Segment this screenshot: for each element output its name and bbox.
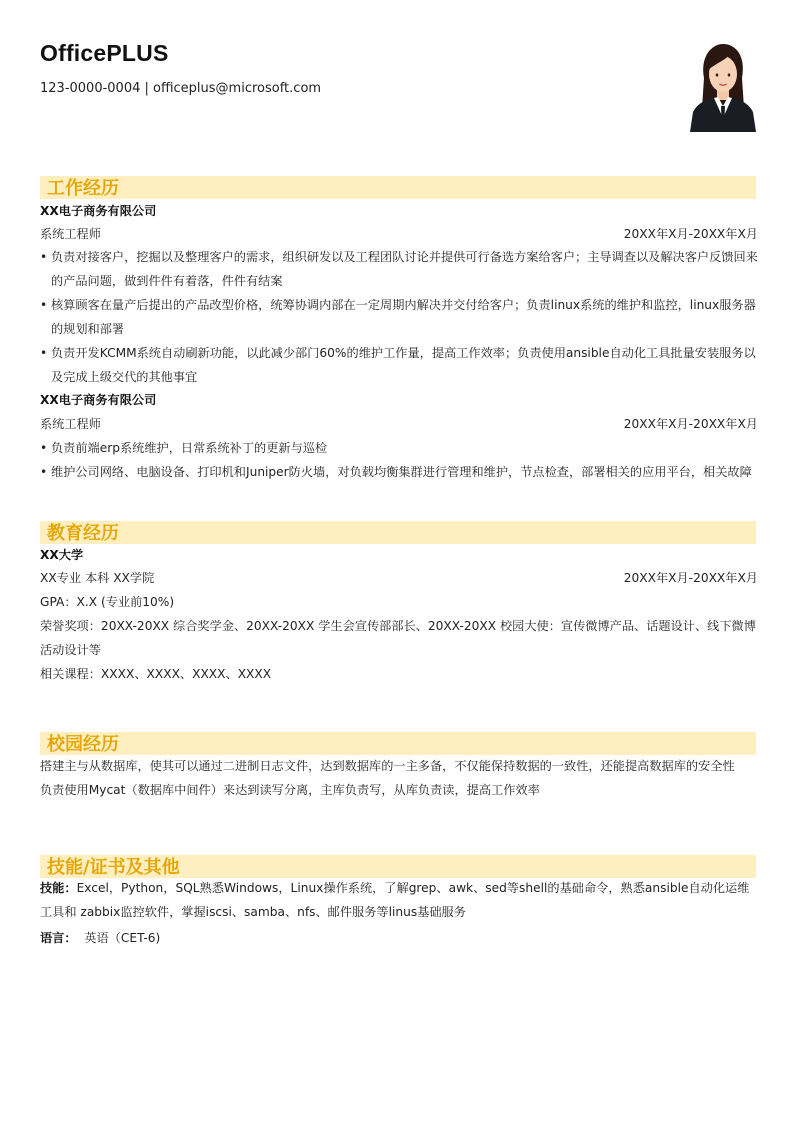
job-bullet: [40, 293, 758, 341]
job-bullet: [40, 460, 758, 484]
job-bullet-text: 负责开发KCMM系统自动刷新功能，以此减少部门60%的维护工作量，提高工作效率；负责使用ansible自动化工具批量安装服务以及完成上级交代的其他事宜: [51, 346, 756, 384]
job-date: 20XX年X月-20XX年X月: [623, 227, 758, 241]
job-date: 20XX年X月-20XX年X月: [623, 417, 758, 431]
bullet-dot: •: [40, 465, 48, 479]
job-role: 系统工程师: [40, 227, 101, 241]
language-paragraph: [40, 926, 758, 950]
section-campus-title: 校园经历: [47, 734, 119, 755]
job-bullet-text: 维护公司网络、电脑设备、打印机和Juniper防火墙，对负载均衡集群进行管理和维护，节点检查，部署相关的应用平台，相关故障: [51, 465, 752, 479]
campus-line: 负责使用Mycat（数据库中间件）来达到读写分离，主库负责写，从库负责读，提高工作效率: [40, 783, 540, 797]
job-bullet: [40, 245, 758, 293]
campus-line: 搭建主与从数据库，使其可以通过二进制日志文件，达到数据库的一主多备，不仅能保持数据的一致性，还能提高数据库的安全性: [40, 759, 735, 773]
job-bullet: [40, 341, 758, 389]
section-skills-title: 技能/证书及其他: [47, 857, 180, 878]
job-bullet-text: 核算顾客在量产后提出的产品改型价格，统筹协调内部在一定周期内解决并交付给客户；负责linux系统的维护和监控，linux服务器的规划和部署: [51, 298, 756, 336]
school-courses: 相关课程：XXXX、XXXX、XXXX、XXXX: [40, 667, 272, 681]
contact-info: 123-0000-0004 | officeplus@microsoft.com: [40, 81, 322, 96]
skills-paragraph: [40, 876, 758, 924]
bullet-dot: •: [40, 298, 48, 312]
candidate-name: OfficePLUS: [40, 40, 169, 66]
bullet-dot: •: [40, 346, 48, 360]
section-work-title: 工作经历: [47, 178, 119, 199]
job-company: XX电子商务有限公司: [40, 204, 157, 218]
school-date: 20XX年X月-20XX年X月: [623, 571, 758, 585]
job-bullet: [40, 436, 758, 460]
bullet-dot: •: [40, 250, 48, 264]
language-text: 英语（CET-6): [84, 931, 161, 945]
section-skills-header: [40, 855, 756, 878]
school-major: XX专业 本科 XX学院: [40, 571, 155, 585]
school-gpa: GPA：X.X (专业前10%): [40, 595, 175, 609]
avatar: [690, 42, 756, 132]
section-education-header: [40, 521, 756, 544]
job-role: 系统工程师: [40, 417, 101, 431]
section-work-header: [40, 176, 756, 199]
bullet-dot: •: [40, 441, 48, 455]
job-bullet-text: 负责对接客户，挖掘以及整理客户的需求，组织研发以及工程团队讨论并提供可行备选方案给客户；主导调查以及解决客户反馈回来的产品问题，做到件件有着落，件件有结案: [51, 250, 758, 288]
school-honors: 荣誉奖项：20XX-20XX 综合奖学金、20XX-20XX 学生会宣传部部长、20XX-20XX 校园大使：宣传微博产品、话题设计、线下微博活动设计等: [40, 619, 756, 657]
section-education-title: 教育经历: [47, 523, 119, 544]
section-campus-header: [40, 732, 756, 755]
job-bullet-text: 负责前端erp系统维护，日常系统补丁的更新与巡检: [51, 441, 328, 455]
language-label: 语言：: [40, 931, 77, 945]
school-name: XX大学: [40, 548, 84, 562]
job-company: XX电子商务有限公司: [40, 393, 157, 407]
skills-text: Excel，Python，SQL熟悉Windows，Linux操作系统，了解grep、awk、sed等shell的基础命令，熟悉ansible自动化运维工具和 zabbix监控软件，掌握iscsi、samba、nfs、邮件服务等linus基础服务: [40, 881, 750, 919]
skills-label: 技能：: [40, 881, 77, 895]
